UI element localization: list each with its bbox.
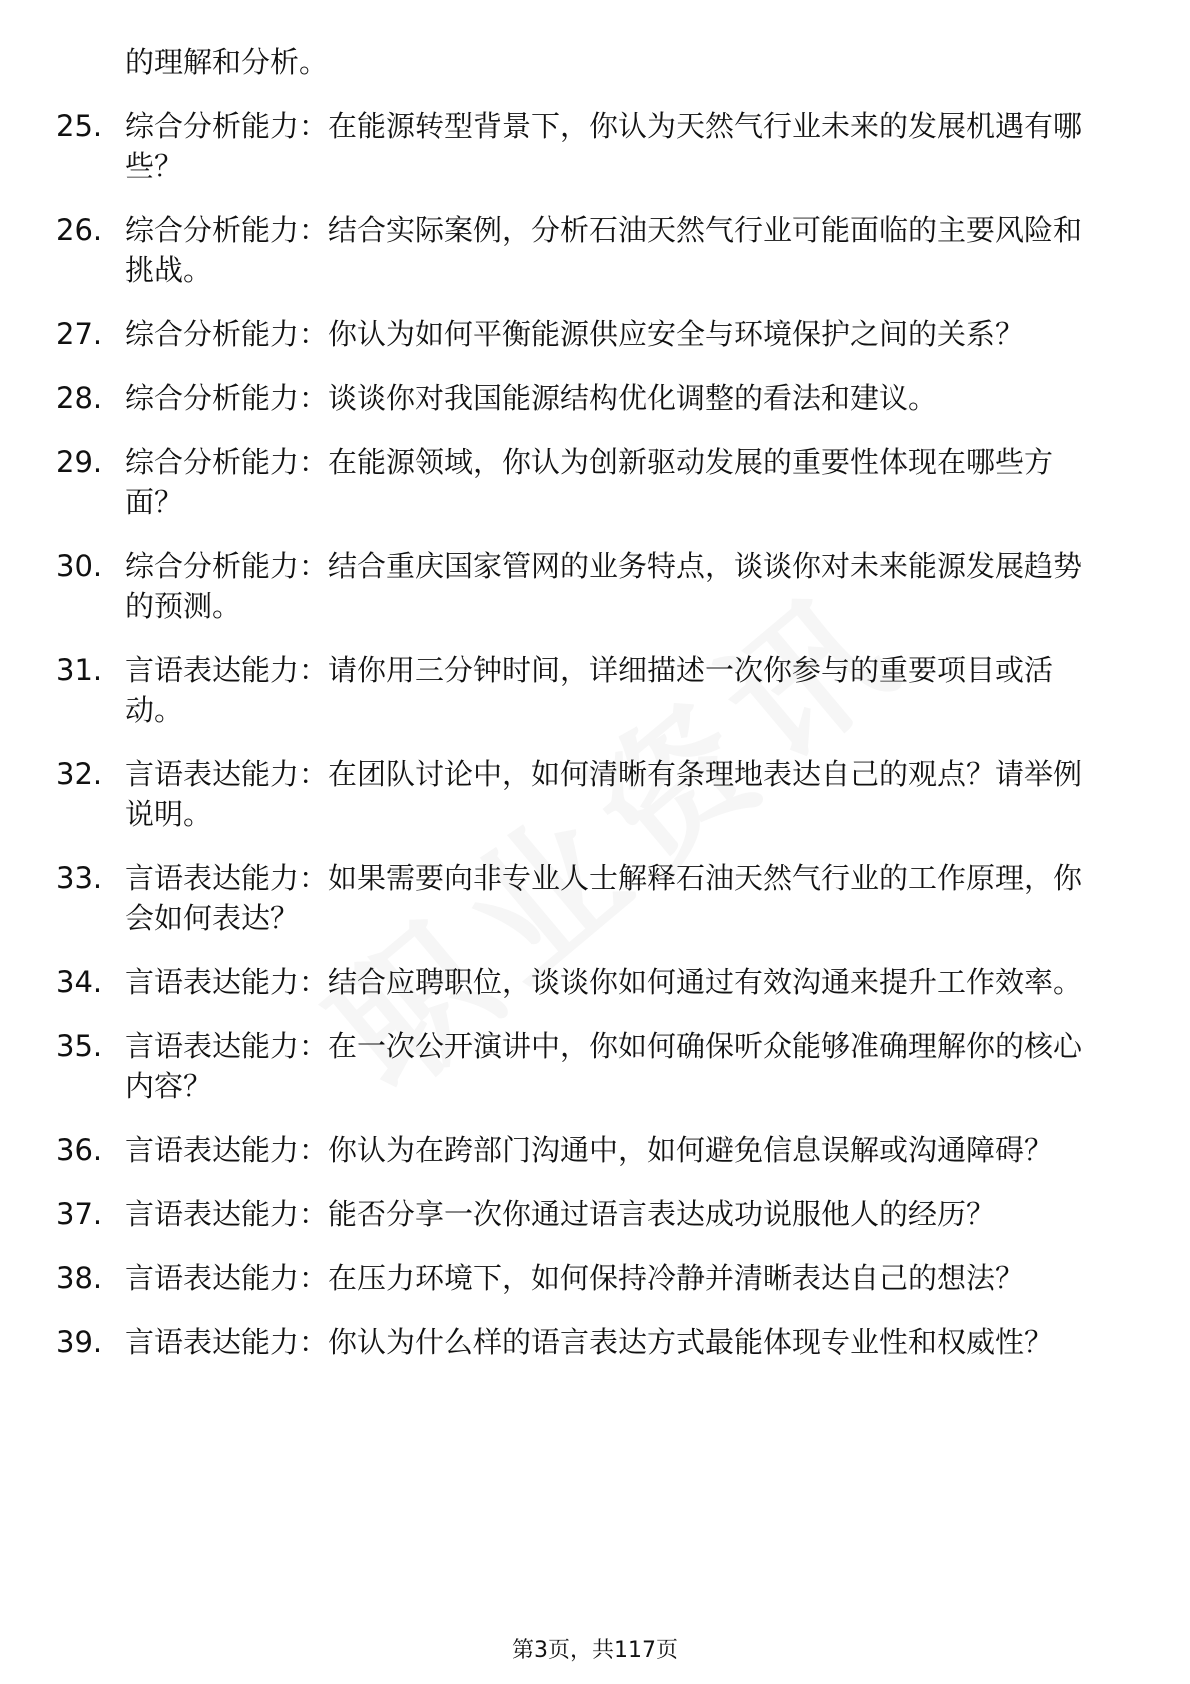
item-text: 言语表达能力：你认为什么样的语言表达方式最能体现专业性和权威性？ <box>125 1325 1054 1359</box>
item-text: 言语表达能力：在压力环境下，如何保持冷静并清晰表达自己的想法？ <box>125 1261 1025 1295</box>
list-item <box>0 1194 1190 1234</box>
item-number: 25. <box>56 109 103 143</box>
item-number: 31. <box>56 653 103 687</box>
item-text: 言语表达能力：在一次公开演讲中，你如何确保听众能够准确理解你的核心内容？ <box>125 1029 1083 1103</box>
list-item <box>0 1026 1190 1106</box>
item-number: 29. <box>56 445 103 479</box>
item-number: 32. <box>56 757 103 791</box>
list-item <box>0 962 1190 1002</box>
item-text: 言语表达能力：结合应聘职位，谈谈你如何通过有效沟通来提升工作效率。 <box>125 965 1083 999</box>
item-number: 37. <box>56 1197 103 1231</box>
item-number: 35. <box>56 1029 103 1063</box>
item-number: 39. <box>56 1325 103 1359</box>
item-text: 综合分析能力：结合重庆国家管网的业务特点，谈谈你对未来能源发展趋势的预测。 <box>125 549 1083 623</box>
list-item <box>0 314 1190 354</box>
question-list <box>0 42 1190 1386</box>
list-item <box>0 106 1190 186</box>
list-item <box>0 546 1190 626</box>
item-text: 言语表达能力：能否分享一次你通过语言表达成功说服他人的经历？ <box>125 1197 996 1231</box>
list-item <box>0 754 1190 834</box>
item-number: 38. <box>56 1261 103 1295</box>
item-number: 34. <box>56 965 103 999</box>
item-text: 综合分析能力：谈谈你对我国能源结构优化调整的看法和建议。 <box>125 381 938 415</box>
item-number: 28. <box>56 381 103 415</box>
list-item <box>0 650 1190 730</box>
item-text: 综合分析能力：在能源转型背景下，你认为天然气行业未来的发展机遇有哪些？ <box>125 109 1083 183</box>
list-item <box>0 1130 1190 1170</box>
list-item <box>0 1258 1190 1298</box>
item-number: 36. <box>56 1133 103 1167</box>
item-text: 综合分析能力：结合实际案例，分析石油天然气行业可能面临的主要风险和挑战。 <box>125 213 1083 287</box>
list-item <box>0 442 1190 522</box>
item-number: 33. <box>56 861 103 895</box>
item-number: 27. <box>56 317 103 351</box>
item-text: 言语表达能力：你认为在跨部门沟通中，如何避免信息误解或沟通障碍？ <box>125 1133 1054 1167</box>
list-item <box>0 210 1190 290</box>
list-item <box>0 858 1190 938</box>
item-number: 30. <box>56 549 103 583</box>
item-text: 综合分析能力：在能源领域，你认为创新驱动发展的重要性体现在哪些方面？ <box>125 445 1054 519</box>
item-text: 言语表达能力：在团队讨论中，如何清晰有条理地表达自己的观点？请举例说明。 <box>125 757 1083 831</box>
item-number: 26. <box>56 213 103 247</box>
page-footer: 第3页，共117页 <box>512 1638 678 1663</box>
item-text: 言语表达能力：如果需要向非专业人士解释石油天然气行业的工作原理，你会如何表达？ <box>125 861 1083 935</box>
item-text: 综合分析能力：你认为如何平衡能源供应安全与环境保护之间的关系？ <box>125 317 1025 351</box>
continuation-text: 的理解和分析。 <box>125 45 329 79</box>
list-item <box>0 1322 1190 1362</box>
list-item <box>0 378 1190 418</box>
item-text: 言语表达能力：请你用三分钟时间，详细描述一次你参与的重要项目或活动。 <box>125 653 1054 727</box>
